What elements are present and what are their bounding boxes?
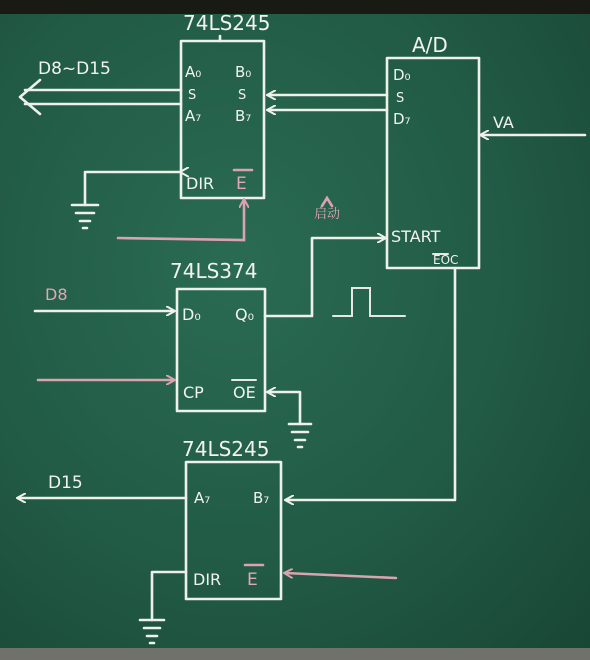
latch-input-label: D8: [45, 285, 68, 304]
out-label: D15: [48, 473, 83, 493]
ad-d7: D₇: [393, 110, 411, 128]
q-to-start-wire: [265, 238, 385, 316]
latch-q0: Q₀: [235, 305, 255, 324]
buf-top-title: 74LS245: [183, 11, 271, 35]
start-note-arrow: [322, 198, 332, 206]
buf-bottom-a7: A₇: [194, 489, 211, 507]
buf-top-b0: B₀: [235, 63, 252, 81]
buf-top-e: E: [236, 174, 247, 194]
dir-bottom-wire: [152, 572, 186, 620]
ad-eoc: EOC: [433, 253, 459, 267]
start-note: 启动: [314, 207, 341, 222]
latch-cp: CP: [183, 383, 204, 402]
start-pulse-waveform: [333, 288, 405, 316]
latch-oe: OE: [233, 383, 256, 402]
buf-top-dots-a: S: [188, 88, 197, 103]
buf-bottom-dir: DIR: [193, 570, 222, 589]
buf-top-dir: DIR: [186, 174, 215, 193]
latch-title: 74LS374: [170, 259, 258, 283]
buf-top-a7: A₇: [185, 107, 202, 125]
buf-bottom-b7: B₇: [253, 489, 270, 507]
ad-start: START: [391, 227, 441, 246]
buf-top-a0: A₀: [185, 63, 202, 81]
e-top-wire: [118, 200, 244, 240]
buf-top-b7: B₇: [235, 107, 252, 125]
bus-label: D8~D15: [38, 59, 111, 79]
vin-label: VA: [493, 113, 514, 132]
buf-top-dots-b: S: [238, 88, 247, 103]
ad-title: A/D: [412, 33, 448, 57]
dir-top-wire: [85, 172, 181, 205]
bus-arrow-head: [20, 80, 40, 114]
e-bottom-wire: [285, 573, 396, 578]
buf-bottom-e: E: [247, 570, 258, 590]
latch-d0: D₀: [182, 305, 201, 324]
ad-dots: S: [396, 91, 405, 106]
buf-bottom-title: 74LS245: [182, 437, 270, 461]
latch-oe-wire: [268, 392, 300, 424]
ad-d0: D₀: [393, 66, 411, 84]
